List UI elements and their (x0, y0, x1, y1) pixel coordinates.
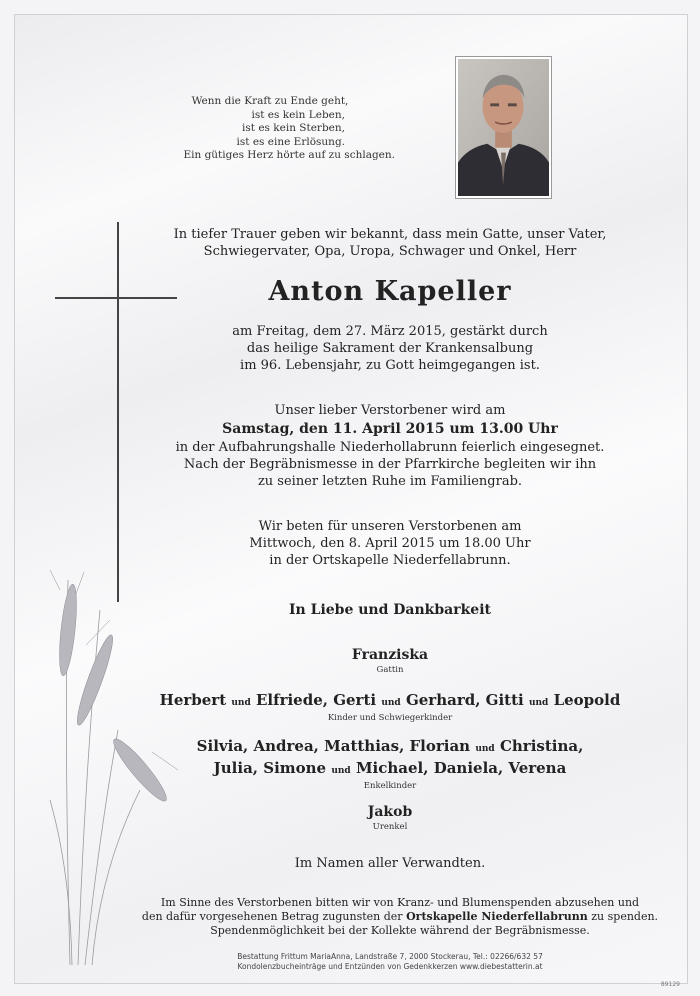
wife-role: Gattin (376, 665, 404, 675)
funeral-line: zu seiner letzten Ruhe im Familiengrab. (257, 474, 523, 489)
prayer-line: Mittwoch, den 8. April 2015 um 18.00 Uhr (249, 536, 531, 551)
donation-line: Spendenmöglichkeit bei der Kollekte während der Begräbnismesse. (210, 924, 590, 937)
motto-line: ist es kein Leben, (251, 108, 345, 121)
great-grandchild-block (140, 803, 640, 833)
closing-phrase: In Liebe und Dankbarkeit (289, 602, 491, 618)
great-grandchild-role: Urenkel (372, 822, 408, 832)
motto-verse (170, 95, 395, 163)
death-notice (140, 323, 640, 374)
grandchildren-role: Enkelkinder (363, 781, 417, 791)
motto-line: ist es eine Erlösung. (236, 135, 345, 148)
donation-line: Im Sinne des Verstorbenen bitten wir von Kranz- und Blumenspenden abzusehen und (160, 896, 640, 909)
grandchildren-block (140, 737, 640, 792)
intro-text (140, 226, 640, 260)
motto-line: Ein gütiges Herz hörte auf zu schlagen. (183, 149, 395, 161)
funeral-intro: Unser lieber Verstorbener wird am (274, 403, 506, 418)
great-grandchild-name: Jakob (367, 804, 413, 820)
children-names: Herbert und Elfriede, Gerti und Gerhard, Gitti und Leopold (159, 691, 621, 709)
notice-line: im 96. Lebensjahr, zu Gott heimgegangen ist. (240, 358, 540, 373)
wife-block (140, 646, 640, 676)
donation-note (140, 896, 660, 938)
prayer-info (140, 518, 640, 569)
relatives-line: Im Namen aller Verwandten. (294, 856, 486, 871)
motto-line: ist es kein Sterben, (242, 122, 345, 134)
motto-line: Wenn die Kraft zu Ende geht, (191, 95, 349, 107)
notice-line: am Freitag, dem 27. März 2015, gestärkt durch (232, 324, 548, 339)
funeral-info (140, 402, 640, 490)
notice-line: das heilige Sakrament der Krankensalbung (246, 341, 534, 356)
donation-line: den dafür vorgesehenen Betrag zugunsten der Ortskapelle Niederfellabrunn zu spenden. (141, 910, 659, 923)
grandchildren-line-2: Julia, Simone und Michael, Daniela, Verena (213, 759, 567, 777)
children-role: Kinder und Schwiegerkinder (327, 713, 453, 723)
intro-line: Schwiegervater, Opa, Uropa, Schwager und Onkel, Herr (203, 244, 577, 259)
funeral-line: Nach der Begräbnismesse in der Pfarrkirche begleiten wir ihn (183, 457, 597, 472)
funeral-date: Samstag, den 11. April 2015 um 13.00 Uhr (222, 421, 558, 437)
deceased-name: Anton Kapeller (268, 276, 512, 307)
imprint-line: Kondolenzbucheinträge und Entzünden von Gedenkkerzen www.diebestatterin.at (237, 962, 543, 971)
grandchildren-line-1: Silvia, Andrea, Matthias, Florian und Christina, (196, 737, 584, 755)
portrait-photo (455, 56, 552, 199)
funeral-line: in der Aufbahrungshalle Niederhollabrunn feierlich eingesegnet. (175, 440, 605, 455)
children-block (140, 691, 640, 724)
funeral-home-imprint (190, 952, 590, 972)
intro-line: In tiefer Trauer geben wir bekannt, dass mein Gatte, unser Vater, (173, 227, 607, 242)
prayer-line: Wir beten für unseren Verstorbenen am (258, 519, 522, 534)
prayer-line: in der Ortskapelle Niederfellabrunn. (269, 553, 511, 568)
print-code: 89129 (660, 981, 680, 988)
imprint-line: Bestattung Frittum MariaAnna, Landstraße 7, 2000 Stockerau, Tel.: 02266/632 57 (237, 952, 543, 961)
cross-vertical (117, 222, 119, 602)
wife-name: Franziska (351, 647, 429, 663)
